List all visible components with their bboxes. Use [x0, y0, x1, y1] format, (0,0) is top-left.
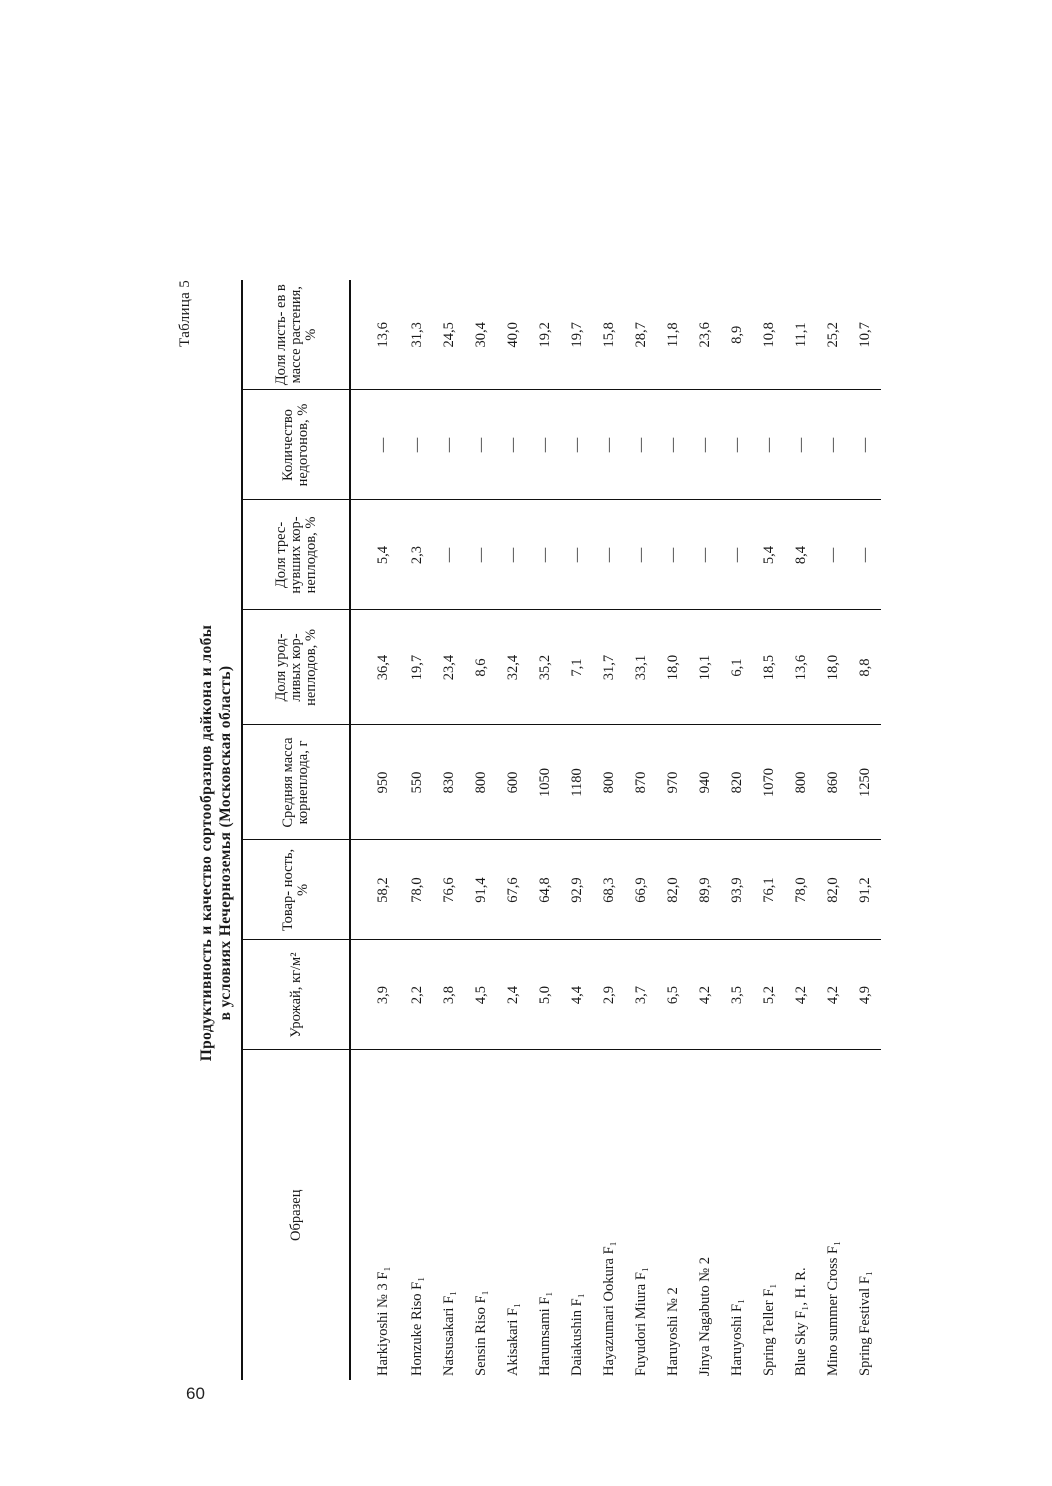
cell-cracked: — — [817, 500, 849, 610]
cell-undergrown: — — [785, 390, 817, 500]
table-row — [529, 280, 561, 1380]
header-marketability: Товар- ность, % — [242, 840, 350, 940]
header-cracked-share: Доля трес- нувших кор- неплодов, % — [242, 500, 350, 610]
cell-leaves: 19,7 — [561, 280, 593, 390]
cell-deformed: 7,1 — [561, 610, 593, 725]
cell-leaves: 31,3 — [401, 280, 433, 390]
cell-deformed: 6,1 — [721, 610, 753, 725]
cell-marketability: 67,6 — [497, 840, 529, 940]
cell-deformed: 23,4 — [433, 610, 465, 725]
cell-leaves: 24,5 — [433, 280, 465, 390]
cell-avg-mass: 550 — [401, 725, 433, 840]
cell-undergrown: — — [497, 390, 529, 500]
cell-cracked: — — [529, 500, 561, 610]
cell-marketability: 91,4 — [465, 840, 497, 940]
cell-deformed: 35,2 — [529, 610, 561, 725]
cell-sample: Natsusakari F₁ — [440, 1290, 457, 1376]
header-sample: Образец — [242, 1050, 350, 1380]
cell-cracked: — — [433, 500, 465, 610]
cell-avg-mass: 1070 — [753, 725, 785, 840]
cell-yield: 3,5 — [721, 940, 753, 1050]
cell-deformed: 8,6 — [465, 610, 497, 725]
cell-avg-mass: 970 — [657, 725, 689, 840]
cell-undergrown: — — [817, 390, 849, 500]
cell-sample: Spring Teller F₁ — [760, 1283, 777, 1376]
cell-undergrown: — — [689, 390, 721, 500]
table-row — [689, 280, 721, 1380]
cell-marketability: 68,3 — [593, 840, 625, 940]
cell-yield: 6,5 — [657, 940, 689, 1050]
cell-cracked: 5,4 — [350, 500, 401, 610]
page-number: 60 — [186, 1384, 205, 1403]
cell-avg-mass: 1050 — [529, 725, 561, 840]
cell-avg-mass: 830 — [433, 725, 465, 840]
cell-sample: Haruyoshi № 2 — [664, 1287, 681, 1376]
cell-marketability: 78,0 — [401, 840, 433, 940]
cell-sample: Harumsami F₁ — [536, 1291, 553, 1376]
table-title — [197, 268, 235, 1418]
cell-yield: 5,2 — [753, 940, 785, 1050]
cell-deformed: 18,0 — [817, 610, 849, 725]
cell-cracked: — — [561, 500, 593, 610]
table-row — [561, 280, 593, 1380]
cell-cracked: — — [497, 500, 529, 610]
cell-avg-mass: 1250 — [849, 725, 881, 840]
title-line-2: в условиях Нечерноземья (Московская область) — [217, 665, 234, 1021]
cell-cracked: — — [657, 500, 689, 610]
table-caption: Таблица 5 — [177, 280, 193, 347]
cell-sample: Honzuke Riso F₁ — [408, 1276, 425, 1376]
cell-undergrown: — — [401, 390, 433, 500]
cell-marketability: 82,0 — [817, 840, 849, 940]
header-row — [242, 280, 350, 1380]
cell-avg-mass: 940 — [689, 725, 721, 840]
cell-leaves: 19,2 — [529, 280, 561, 390]
cell-marketability: 76,1 — [753, 840, 785, 940]
cell-cracked: — — [689, 500, 721, 610]
header-leaf-share: Доля листь- ев в массе растения, % — [242, 280, 350, 390]
cell-deformed: 32,4 — [497, 610, 529, 725]
cell-sample: Jinya Nagabuto № 2 — [696, 1257, 713, 1376]
table-row — [657, 280, 689, 1380]
cell-avg-mass: 860 — [817, 725, 849, 840]
cell-cracked: 8,4 — [785, 500, 817, 610]
table-row — [849, 280, 881, 1380]
cell-leaves: 30,4 — [465, 280, 497, 390]
cell-leaves: 13,6 — [350, 280, 401, 390]
cell-deformed: 18,5 — [753, 610, 785, 725]
table-row — [817, 280, 849, 1380]
rotated-table-block — [175, 268, 885, 1418]
cell-undergrown: — — [625, 390, 657, 500]
table-row — [593, 280, 625, 1380]
cell-sample: Spring Festival F₁ — [856, 1271, 873, 1376]
cell-cracked: — — [465, 500, 497, 610]
header-undergrown: Количество недогонов, % — [242, 390, 350, 500]
cell-sample: Hayazumari Ookura F₁ — [600, 1241, 617, 1376]
cell-sample: Akisakari F₁ — [504, 1302, 521, 1376]
cell-avg-mass: 950 — [350, 725, 401, 840]
cell-leaves: 15,8 — [593, 280, 625, 390]
cell-yield: 5,0 — [529, 940, 561, 1050]
table-row — [465, 280, 497, 1380]
cell-deformed: 36,4 — [350, 610, 401, 725]
table-row — [785, 280, 817, 1380]
cell-yield: 2,2 — [401, 940, 433, 1050]
cell-marketability: 78,0 — [785, 840, 817, 940]
cell-undergrown: — — [433, 390, 465, 500]
cell-marketability: 82,0 — [657, 840, 689, 940]
cell-yield: 2,4 — [497, 940, 529, 1050]
cell-deformed: 31,7 — [593, 610, 625, 725]
cell-avg-mass: 800 — [785, 725, 817, 840]
cell-cracked: 2,3 — [401, 500, 433, 610]
cell-leaves: 8,9 — [721, 280, 753, 390]
table-row — [350, 280, 401, 1380]
cell-deformed: 10,1 — [689, 610, 721, 725]
title-line-1: Продуктивность и качество сортообразцов дайкона и лобы — [198, 624, 215, 1062]
table-row — [401, 280, 433, 1380]
cell-undergrown: — — [657, 390, 689, 500]
cell-deformed: 19,7 — [401, 610, 433, 725]
table-row — [433, 280, 465, 1380]
cell-leaves: 28,7 — [625, 280, 657, 390]
cell-deformed: 18,0 — [657, 610, 689, 725]
cell-avg-mass: 600 — [497, 725, 529, 840]
cell-cracked: 5,4 — [753, 500, 785, 610]
cell-leaves: 40,0 — [497, 280, 529, 390]
cell-marketability: 93,9 — [721, 840, 753, 940]
cell-sample: Daiakushin F₁ — [568, 1293, 585, 1376]
cell-leaves: 10,8 — [753, 280, 785, 390]
cell-yield: 4,2 — [689, 940, 721, 1050]
cell-yield: 4,2 — [785, 940, 817, 1050]
cell-yield: 2,9 — [593, 940, 625, 1050]
cell-leaves: 25,2 — [817, 280, 849, 390]
cell-deformed: 13,6 — [785, 610, 817, 725]
table-row — [625, 280, 657, 1380]
cell-cracked: — — [593, 500, 625, 610]
cell-leaves: 23,6 — [689, 280, 721, 390]
cell-cracked: — — [721, 500, 753, 610]
cell-avg-mass: 820 — [721, 725, 753, 840]
cell-marketability: 66,9 — [625, 840, 657, 940]
cell-yield: 3,9 — [350, 940, 401, 1050]
cell-marketability: 89,9 — [689, 840, 721, 940]
header-avg-mass: Средняя масса корнеплода, г — [242, 725, 350, 840]
cell-yield: 3,7 — [625, 940, 657, 1050]
cell-undergrown: — — [350, 390, 401, 500]
cell-cracked: — — [625, 500, 657, 610]
table-row — [721, 280, 753, 1380]
cell-avg-mass: 870 — [625, 725, 657, 840]
cell-sample: Blue Sky F₁, H. R. — [792, 1267, 809, 1376]
cell-yield: 4,9 — [849, 940, 881, 1050]
cell-marketability: 64,8 — [529, 840, 561, 940]
cell-cracked: — — [849, 500, 881, 610]
table-row — [497, 280, 529, 1380]
data-table — [241, 280, 881, 1380]
cell-yield: 4,5 — [465, 940, 497, 1050]
cell-marketability: 76,6 — [433, 840, 465, 940]
table-body — [350, 280, 881, 1380]
cell-sample: Mino summer Cross F₁ — [824, 1240, 841, 1376]
cell-leaves: 11,8 — [657, 280, 689, 390]
cell-marketability: 92,9 — [561, 840, 593, 940]
cell-avg-mass: 1180 — [561, 725, 593, 840]
cell-deformed: 33,1 — [625, 610, 657, 725]
cell-marketability: 91,2 — [849, 840, 881, 940]
cell-avg-mass: 800 — [465, 725, 497, 840]
cell-leaves: 11,1 — [785, 280, 817, 390]
cell-avg-mass: 800 — [593, 725, 625, 840]
cell-undergrown: — — [465, 390, 497, 500]
cell-deformed: 8,8 — [849, 610, 881, 725]
cell-undergrown: — — [721, 390, 753, 500]
cell-undergrown: — — [593, 390, 625, 500]
cell-yield: 4,4 — [561, 940, 593, 1050]
cell-sample: Harkiyoshi № 3 F₁ — [374, 1266, 391, 1376]
cell-sample: Sensin Riso F₁ — [472, 1290, 489, 1376]
header-deformed-share: Доля урод- ливых кор- неплодов, % — [242, 610, 350, 725]
cell-sample: Fuyudori Miura F₁ — [632, 1267, 649, 1376]
cell-undergrown: — — [849, 390, 881, 500]
cell-yield: 3,8 — [433, 940, 465, 1050]
cell-undergrown: — — [753, 390, 785, 500]
table-row — [753, 280, 785, 1380]
cell-leaves: 10,7 — [849, 280, 881, 390]
cell-marketability: 58,2 — [350, 840, 401, 940]
cell-undergrown: — — [529, 390, 561, 500]
cell-yield: 4,2 — [817, 940, 849, 1050]
cell-sample: Haruyoshi F₁ — [728, 1298, 745, 1376]
header-yield: Урожай, кг/м² — [242, 940, 350, 1050]
cell-undergrown: — — [561, 390, 593, 500]
